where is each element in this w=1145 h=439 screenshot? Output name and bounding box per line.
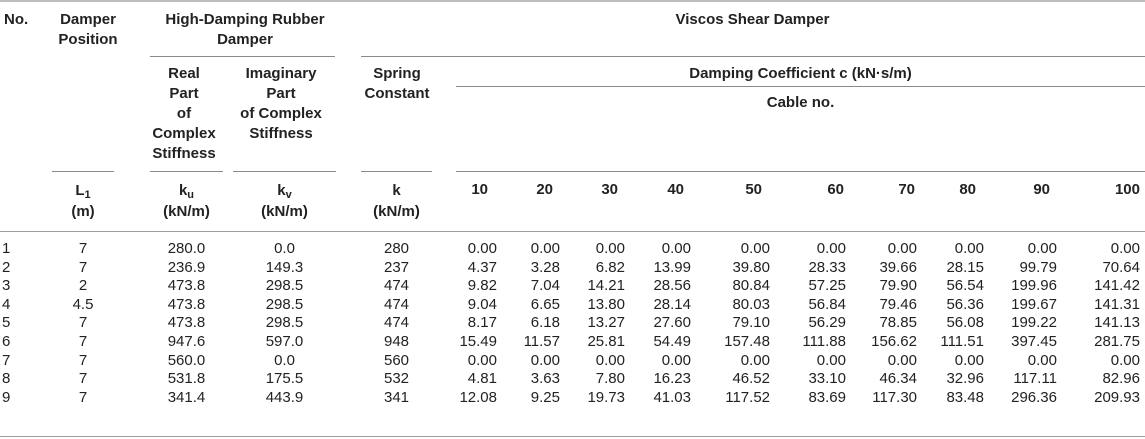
cell-c-40: 0.00 bbox=[661, 240, 691, 257]
cell-c-80: 111.51 bbox=[940, 332, 984, 350]
cell-c-10: 15.49 bbox=[459, 332, 497, 350]
cell-c-40: 16.23 bbox=[653, 370, 691, 388]
table-row bbox=[0, 389, 1145, 408]
cell-kv: 0.0 bbox=[274, 240, 295, 257]
cable-header-60: 60 bbox=[827, 181, 844, 198]
cell-c-100: 0.00 bbox=[1110, 240, 1140, 257]
cell-c-90: 99.79 bbox=[1019, 258, 1057, 276]
cell-c-50: 80.84 bbox=[732, 277, 770, 295]
cell-ku: 473.8 bbox=[167, 295, 206, 313]
header-viscos-shear-damper: Viscos Shear Damper bbox=[675, 11, 830, 28]
cell-c-10: 9.04 bbox=[467, 295, 497, 313]
cell-kv: 597.0 bbox=[265, 332, 304, 350]
cell-c-20: 9.25 bbox=[530, 388, 560, 406]
cable-header-100: 100 bbox=[1114, 181, 1140, 198]
header-damper-position: Damper Position bbox=[58, 11, 118, 48]
cell-c-30: 0.00 bbox=[595, 351, 625, 369]
unit-ku-symbol: k bbox=[178, 182, 188, 199]
header-high-damping-rubber-damper: High-Damping Rubber Damper bbox=[165, 11, 325, 48]
cell-c-100: 70.64 bbox=[1102, 258, 1140, 276]
cell-c-40: 41.03 bbox=[653, 388, 691, 406]
cell-kv: 0.0 bbox=[274, 351, 295, 369]
cell-c-90: 0.00 bbox=[1027, 240, 1057, 257]
rule-damping-coefficient bbox=[456, 86, 1145, 87]
cell-c-30: 7.80 bbox=[595, 370, 625, 388]
cell-c-60: 57.25 bbox=[808, 277, 846, 295]
unit-kv bbox=[246, 180, 323, 222]
cell-k: 532 bbox=[383, 370, 410, 388]
cell-c-30: 19.73 bbox=[587, 388, 625, 406]
cell-c-50: 79.10 bbox=[732, 314, 770, 332]
cable-header-50: 50 bbox=[745, 181, 762, 198]
cell-k: 341 bbox=[383, 388, 410, 406]
cell-c-50: 0.00 bbox=[740, 240, 770, 257]
cell-k: 948 bbox=[383, 332, 410, 350]
unit-ku-subscript: u bbox=[187, 189, 195, 201]
table-body bbox=[0, 240, 1145, 407]
cell-c-100: 209.93 bbox=[1094, 388, 1140, 406]
header-cable-no: Cable no. bbox=[766, 94, 835, 111]
cell-damper-position: 7 bbox=[78, 370, 88, 388]
cell-c-100: 0.00 bbox=[1110, 351, 1140, 369]
table-top-rule bbox=[0, 0, 1145, 2]
cell-c-70: 79.90 bbox=[879, 277, 917, 295]
cell-no: 7 bbox=[2, 351, 11, 369]
cable-header-70: 70 bbox=[898, 181, 915, 198]
cell-c-90: 0.00 bbox=[1027, 351, 1057, 369]
cell-k: 474 bbox=[383, 277, 410, 295]
rule-hdr-group bbox=[150, 56, 335, 57]
cell-c-80: 0.00 bbox=[954, 351, 984, 369]
rule-header-bottom bbox=[0, 231, 1145, 232]
cell-c-20: 6.18 bbox=[530, 314, 560, 332]
cell-c-40: 27.60 bbox=[653, 314, 691, 332]
cable-header-30: 30 bbox=[601, 181, 618, 198]
cell-damper-position: 7 bbox=[78, 351, 88, 369]
cell-ku: 473.8 bbox=[167, 314, 206, 332]
unit-l1-subscript: 1 bbox=[84, 189, 91, 201]
table-row bbox=[0, 333, 1145, 352]
cell-c-90: 199.96 bbox=[1011, 277, 1057, 295]
cell-c-50: 157.48 bbox=[724, 332, 770, 350]
cell-c-80: 28.15 bbox=[946, 258, 984, 276]
cell-c-30: 13.27 bbox=[587, 314, 625, 332]
cell-c-70: 0.00 bbox=[887, 240, 917, 257]
cell-c-70: 79.46 bbox=[879, 295, 917, 313]
cell-c-50: 117.52 bbox=[725, 388, 770, 406]
cell-damper-position: 7 bbox=[78, 314, 88, 332]
cable-header-90: 90 bbox=[1033, 181, 1050, 198]
cell-c-60: 83.69 bbox=[808, 388, 846, 406]
unit-k-unit: (kN/m) bbox=[373, 203, 420, 220]
cell-c-60: 56.29 bbox=[808, 314, 846, 332]
cell-c-10: 4.81 bbox=[467, 370, 497, 388]
cell-no: 9 bbox=[2, 388, 11, 406]
cell-c-100: 141.13 bbox=[1094, 314, 1140, 332]
cell-ku: 947.6 bbox=[167, 332, 206, 350]
cell-c-60: 111.88 bbox=[802, 332, 846, 350]
cell-c-10: 0.00 bbox=[467, 240, 497, 257]
cell-c-70: 46.34 bbox=[879, 370, 917, 388]
cell-no: 3 bbox=[2, 277, 11, 295]
cell-c-10: 0.00 bbox=[467, 351, 497, 369]
cell-c-70: 156.62 bbox=[871, 332, 917, 350]
header-damping-coefficient: Damping Coefficient c (kN·s/m) bbox=[689, 65, 912, 82]
table-row bbox=[0, 259, 1145, 278]
cell-no: 2 bbox=[2, 258, 11, 276]
rule-k bbox=[361, 171, 432, 172]
cell-ku: 560.0 bbox=[167, 351, 206, 369]
cell-c-100: 141.31 bbox=[1094, 295, 1140, 313]
header-spring-constant: Spring Constant bbox=[364, 65, 430, 102]
unit-kv-subscript: v bbox=[285, 189, 292, 201]
cell-damper-position: 7 bbox=[78, 332, 88, 350]
header-real-part: Real Part of Complex Stiffness bbox=[152, 65, 216, 162]
cell-c-100: 281.75 bbox=[1094, 332, 1140, 350]
table-row bbox=[0, 240, 1145, 259]
cable-header-40: 40 bbox=[667, 181, 684, 198]
cell-c-20: 3.63 bbox=[530, 370, 560, 388]
cell-c-20: 11.57 bbox=[523, 332, 560, 350]
cell-ku: 341.4 bbox=[167, 388, 206, 406]
cell-c-40: 28.56 bbox=[653, 277, 691, 295]
cable-header-20: 20 bbox=[536, 181, 553, 198]
cell-c-80: 56.08 bbox=[946, 314, 984, 332]
cell-c-60: 0.00 bbox=[816, 351, 846, 369]
cell-c-30: 25.81 bbox=[587, 332, 625, 350]
cell-c-80: 83.48 bbox=[946, 388, 984, 406]
unit-ku-unit: (kN/m) bbox=[163, 203, 210, 220]
unit-kv-symbol: k bbox=[277, 182, 286, 199]
unit-l1 bbox=[44, 180, 122, 222]
cell-k: 474 bbox=[383, 314, 410, 332]
cell-no: 8 bbox=[2, 370, 11, 388]
cell-kv: 443.9 bbox=[265, 388, 304, 406]
cell-c-90: 296.36 bbox=[1011, 388, 1057, 406]
cell-c-60: 0.00 bbox=[816, 240, 846, 257]
cell-ku: 236.9 bbox=[167, 258, 206, 276]
cell-c-20: 3.28 bbox=[530, 258, 560, 276]
cell-c-30: 0.00 bbox=[595, 240, 625, 257]
cell-c-70: 117.30 bbox=[872, 388, 917, 406]
cell-c-90: 199.67 bbox=[1011, 295, 1057, 313]
cable-header-10: 10 bbox=[471, 181, 488, 198]
rule-l1 bbox=[52, 171, 114, 172]
cell-c-90: 199.22 bbox=[1011, 314, 1057, 332]
cell-damper-position: 2 bbox=[78, 277, 88, 295]
cell-k: 560 bbox=[383, 351, 410, 369]
cell-c-20: 0.00 bbox=[530, 240, 560, 257]
cell-c-40: 28.14 bbox=[653, 295, 691, 313]
cell-kv: 298.5 bbox=[265, 295, 304, 313]
cell-c-60: 28.33 bbox=[808, 258, 846, 276]
cell-c-20: 6.65 bbox=[530, 295, 560, 313]
table-row bbox=[0, 352, 1145, 371]
header-no: No. bbox=[4, 11, 29, 28]
cell-c-10: 4.37 bbox=[467, 258, 497, 276]
cell-c-70: 78.85 bbox=[879, 314, 917, 332]
cell-c-80: 56.54 bbox=[946, 277, 984, 295]
cell-damper-position: 4.5 bbox=[72, 295, 94, 313]
cell-no: 5 bbox=[2, 314, 11, 332]
unit-k bbox=[358, 180, 435, 222]
cell-damper-position: 7 bbox=[78, 388, 88, 406]
cell-k: 474 bbox=[383, 295, 410, 313]
cell-c-50: 0.00 bbox=[740, 351, 770, 369]
table-row bbox=[0, 314, 1145, 333]
table-row bbox=[0, 370, 1145, 389]
table-row bbox=[0, 296, 1145, 315]
cell-c-40: 13.99 bbox=[653, 258, 691, 276]
cell-c-20: 7.04 bbox=[530, 277, 560, 295]
cell-no: 1 bbox=[2, 240, 11, 257]
cell-c-100: 141.42 bbox=[1094, 277, 1140, 295]
cell-c-10: 12.08 bbox=[459, 388, 497, 406]
cell-c-80: 0.00 bbox=[954, 240, 984, 257]
cell-c-30: 13.80 bbox=[587, 295, 625, 313]
cell-no: 6 bbox=[2, 332, 11, 350]
cell-k: 237 bbox=[383, 258, 410, 276]
cell-no: 4 bbox=[2, 295, 11, 313]
cell-k: 280 bbox=[383, 240, 410, 257]
cell-c-100: 82.96 bbox=[1102, 370, 1140, 388]
cell-c-80: 56.36 bbox=[946, 295, 984, 313]
cell-c-50: 80.03 bbox=[732, 295, 770, 313]
cell-c-40: 0.00 bbox=[661, 351, 691, 369]
cell-damper-position: 7 bbox=[78, 258, 88, 276]
rule-kv bbox=[233, 171, 336, 172]
cell-c-90: 397.45 bbox=[1011, 332, 1057, 350]
unit-ku bbox=[148, 180, 225, 222]
cell-c-50: 46.52 bbox=[732, 370, 770, 388]
unit-l1-symbol: L bbox=[75, 182, 85, 199]
cell-c-70: 39.66 bbox=[879, 258, 917, 276]
cell-c-20: 0.00 bbox=[530, 351, 560, 369]
cell-c-50: 39.80 bbox=[732, 258, 770, 276]
cell-ku: 531.8 bbox=[167, 370, 206, 388]
table-bottom-rule bbox=[0, 436, 1145, 437]
cable-header-80: 80 bbox=[959, 181, 976, 198]
cell-kv: 149.3 bbox=[265, 258, 304, 276]
cell-c-60: 33.10 bbox=[808, 370, 846, 388]
rule-cable-numbers bbox=[456, 171, 1145, 172]
unit-k-symbol: k bbox=[392, 182, 401, 199]
cell-c-60: 56.84 bbox=[808, 295, 846, 313]
cell-c-80: 32.96 bbox=[946, 370, 984, 388]
rule-ku bbox=[150, 171, 223, 172]
unit-kv-unit: (kN/m) bbox=[261, 203, 308, 220]
cell-kv: 175.5 bbox=[265, 370, 304, 388]
rule-vsd-group bbox=[361, 56, 1145, 57]
cell-kv: 298.5 bbox=[265, 314, 304, 332]
cell-ku: 280.0 bbox=[167, 240, 206, 257]
cell-c-30: 14.21 bbox=[587, 277, 625, 295]
cell-ku: 473.8 bbox=[167, 277, 206, 295]
cell-c-70: 0.00 bbox=[887, 351, 917, 369]
cell-c-10: 8.17 bbox=[467, 314, 497, 332]
header-imaginary-part: Imaginary Part of Complex Stiffness bbox=[240, 65, 322, 142]
cell-c-40: 54.49 bbox=[653, 332, 691, 350]
table-row bbox=[0, 277, 1145, 296]
cell-c-10: 9.82 bbox=[467, 277, 497, 295]
cell-c-90: 117.11 bbox=[1013, 370, 1057, 388]
cell-kv: 298.5 bbox=[265, 277, 304, 295]
cell-damper-position: 7 bbox=[78, 240, 88, 257]
unit-l1-unit: (m) bbox=[71, 203, 95, 220]
cell-c-30: 6.82 bbox=[595, 258, 625, 276]
